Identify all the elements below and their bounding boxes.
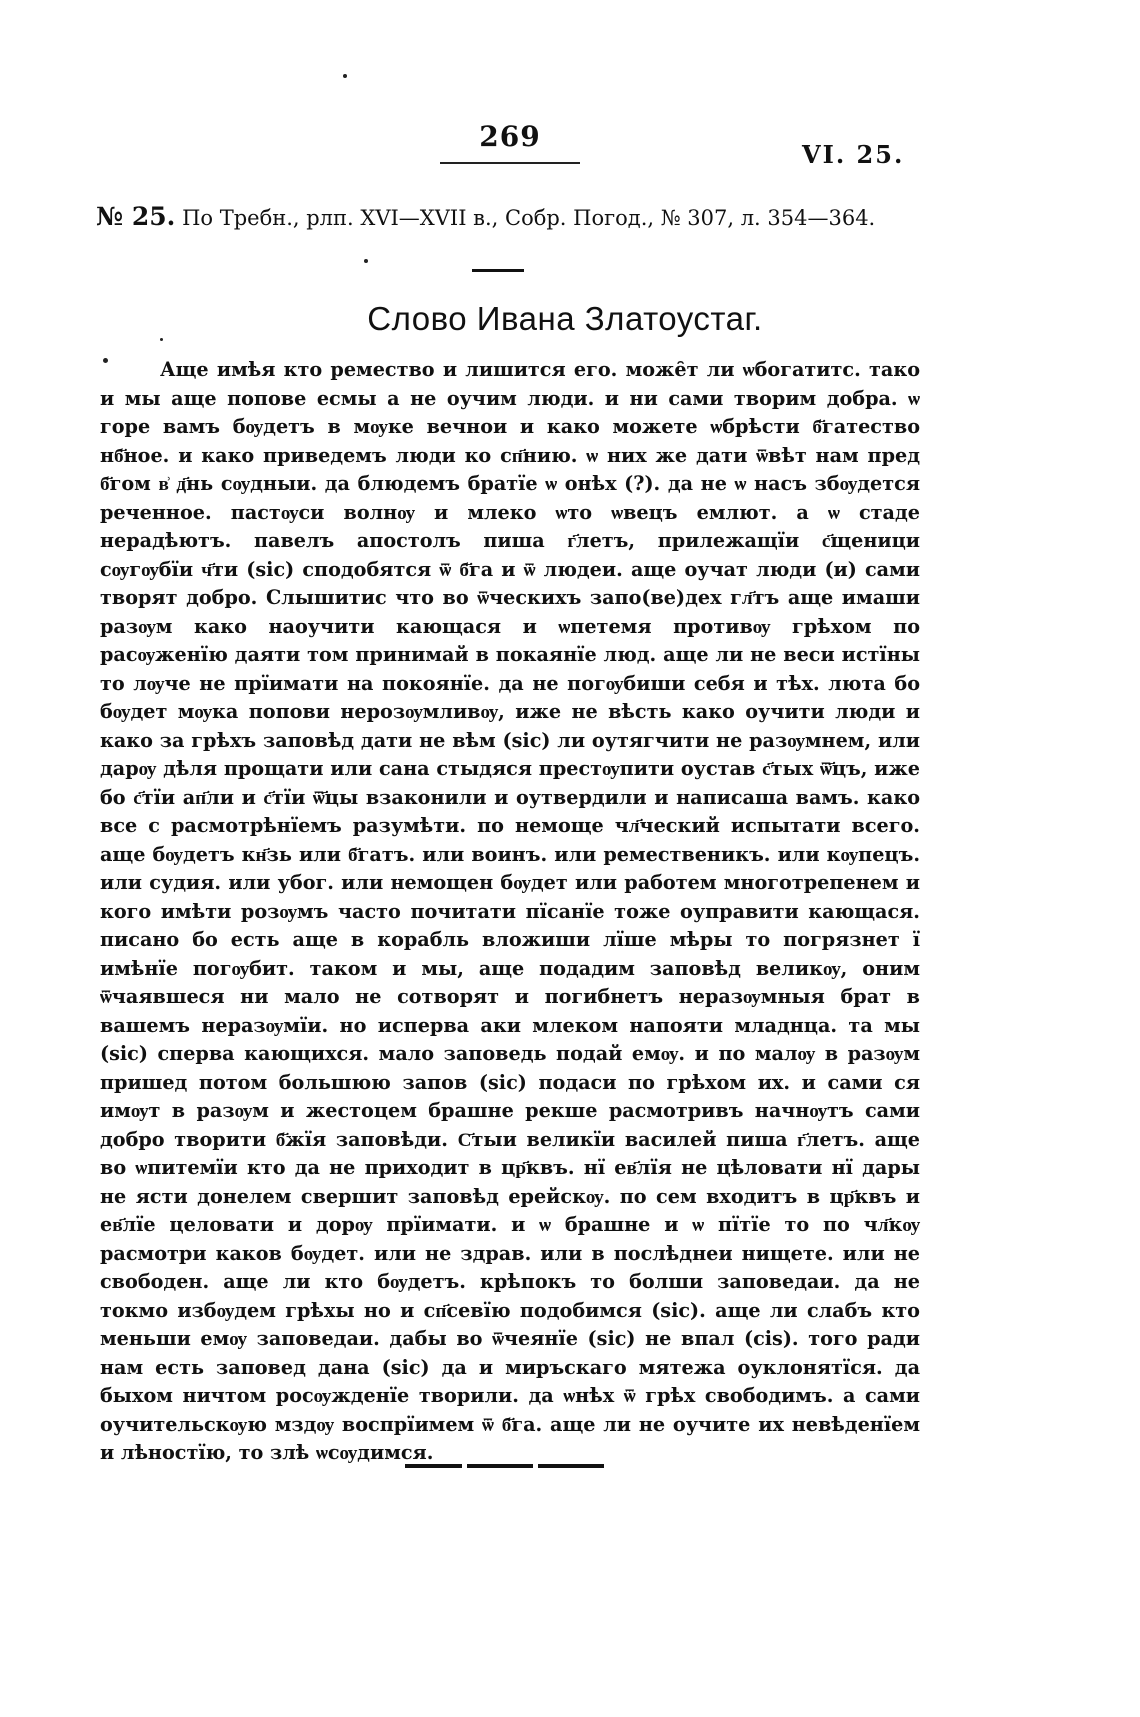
source-citation: По Требн., рлп. XVI—XVII в., Собр. Погод., № 307, л. 354—364.: [182, 206, 876, 230]
print-speck: [343, 74, 347, 78]
end-rule-left: [405, 1464, 462, 1468]
end-rule-middle: [467, 1464, 533, 1468]
end-rule-right: [538, 1464, 604, 1468]
document-title: Слово Ивана Златоустаг.: [367, 300, 763, 337]
page-number-rule: [440, 162, 580, 164]
source-citation-line: [96, 202, 916, 231]
body-text: Аще имѣя кто ремество и лишится его. може̑т ли ѡбогатитс. тако и мы аще попове есмы а не оучим люди. и ни сами творим добра. ѡ горе вамъ бѹдетъ в мѹке вечнои и како можете ѡбрѣсти б҃гатество нб҃ное. и како приведемъ люди ко сп҃нию. ѡ них же дати ѿвѣт нам пред б҃гом в͗ д҃нь сѹдныи. да блюдемъ братїе ѡ онѣх (?). да не ѡ насъ збѹдется реченное. пастѹси волнѹ и млеко ѡто ѡвецъ емлют. а ѡ стаде нерадѣютъ. павелъ апостолъ пиша г҃летъ, прилежащїи с҃щеници сѹгѹбїи ч҃ти (sic) сподобятся ѿ б҃га и ѿ людеи. аще оучат люди (и) сами творят добро. Слышитис что во ѿческихъ запо(ве)дех гл҃тъ аще имаши разѹм како наоучити кающася и ѡпетемя противѹ грѣхом по расѹженїю даяти том принимай в покаянїе люд. аще ли не веси истїны то лѹче не прїимати на покоянїе. да не погѹбиши себя и тѣх. люта бо бѹдет мѹка попови нерозѹмливѹ, иже не вѣсть како оучити люди и како за грѣхъ заповѣд дати не вѣм (sic) ли оутягчити не разѹмнем, или дарѹ дѣля прощати или сана стыдяся престѹпити оустав с҃тых ѿ҃цъ, иже бо с҃тїи ап҃ли и с҃тїи ѿ҃цы взаконили и оутвердили и написаша вамъ. како все с расмотрѣнїемъ разумѣти. по немоще чл҃ческий испытати всего. аще бѹдетъ кн҃зь или б҃гатъ. или воинъ. или ремественикъ. или кѹпецъ. или судия. или убог. или немощен бѹдет или работем многотрепенем и кого имѣти розѹмъ часто почитати пїсанїе тоже оуправити кающася. писано бо есть аще в корабль вложиши лїше мѣры то погрязнет ї имѣнїе погѹбит. таком и мы, аще подадим заповѣд великѹ, оним ѿчаявшеся ни мало не сотворят и погибнетъ неразѹмныя брат в вашемъ неразѹмїи. но исперва аки млеком напояти младнца. та мы (sic) сперва кающихся. мало заповедь подай емѹ. и по малѹ в разѹм пришед потом большюю запов (sic) подаси по грѣхом их. и сами ся имѹт в разѹм и жестоцем брашне рекше расмотривъ начнѹтъ сами добро творити б҃жїя заповѣди. С҃тыи великїи василей пиша г҃летъ. аще во ѡпитемїи кто да не приходит в цр҃квъ. нї ев҃лїя не цѣловати нї дары не ясти донелем свершит заповѣд ерейскѹ. по сем входитъ в цр҃квъ и ев҃лїе целовати и дорѹ прїимати. и ѡ брашне и ѡ пїтїе то по чл҃кѹ расмотри каков бѹдет. или не здрав. или в послѣднеи нищете. или не свободен. аще ли кто бѹдетъ. крѣпокъ то болши заповедаи. да не токмо избѹдем грѣхы но и сп҃севїю подобимся (sic). аще ли слабъ кто меньши емѹ заповедаи. дабы во ѿчеянїе (sic) не впал (cis). того ради нам есть заповед дана (sic) да и миръскаго мятежа оуклонятїся. да быхом ничтом росѹжденїе творили. да ѡнѣх ѿ грѣх свободимъ. а сами оучительскѹю мздѹ воспрїимем ѿ б҃га. аще ли не оучите их невѣденїем и лѣностїю, то злѣ ѡсѹдимся.: [100, 358, 920, 1464]
document-number: № 25.: [96, 202, 176, 231]
section-reference: VI. 25.: [802, 140, 905, 169]
print-speck: [160, 338, 163, 341]
title-separator-rule: [472, 269, 524, 272]
print-speck: [364, 259, 368, 263]
page-number: 269: [479, 120, 541, 153]
